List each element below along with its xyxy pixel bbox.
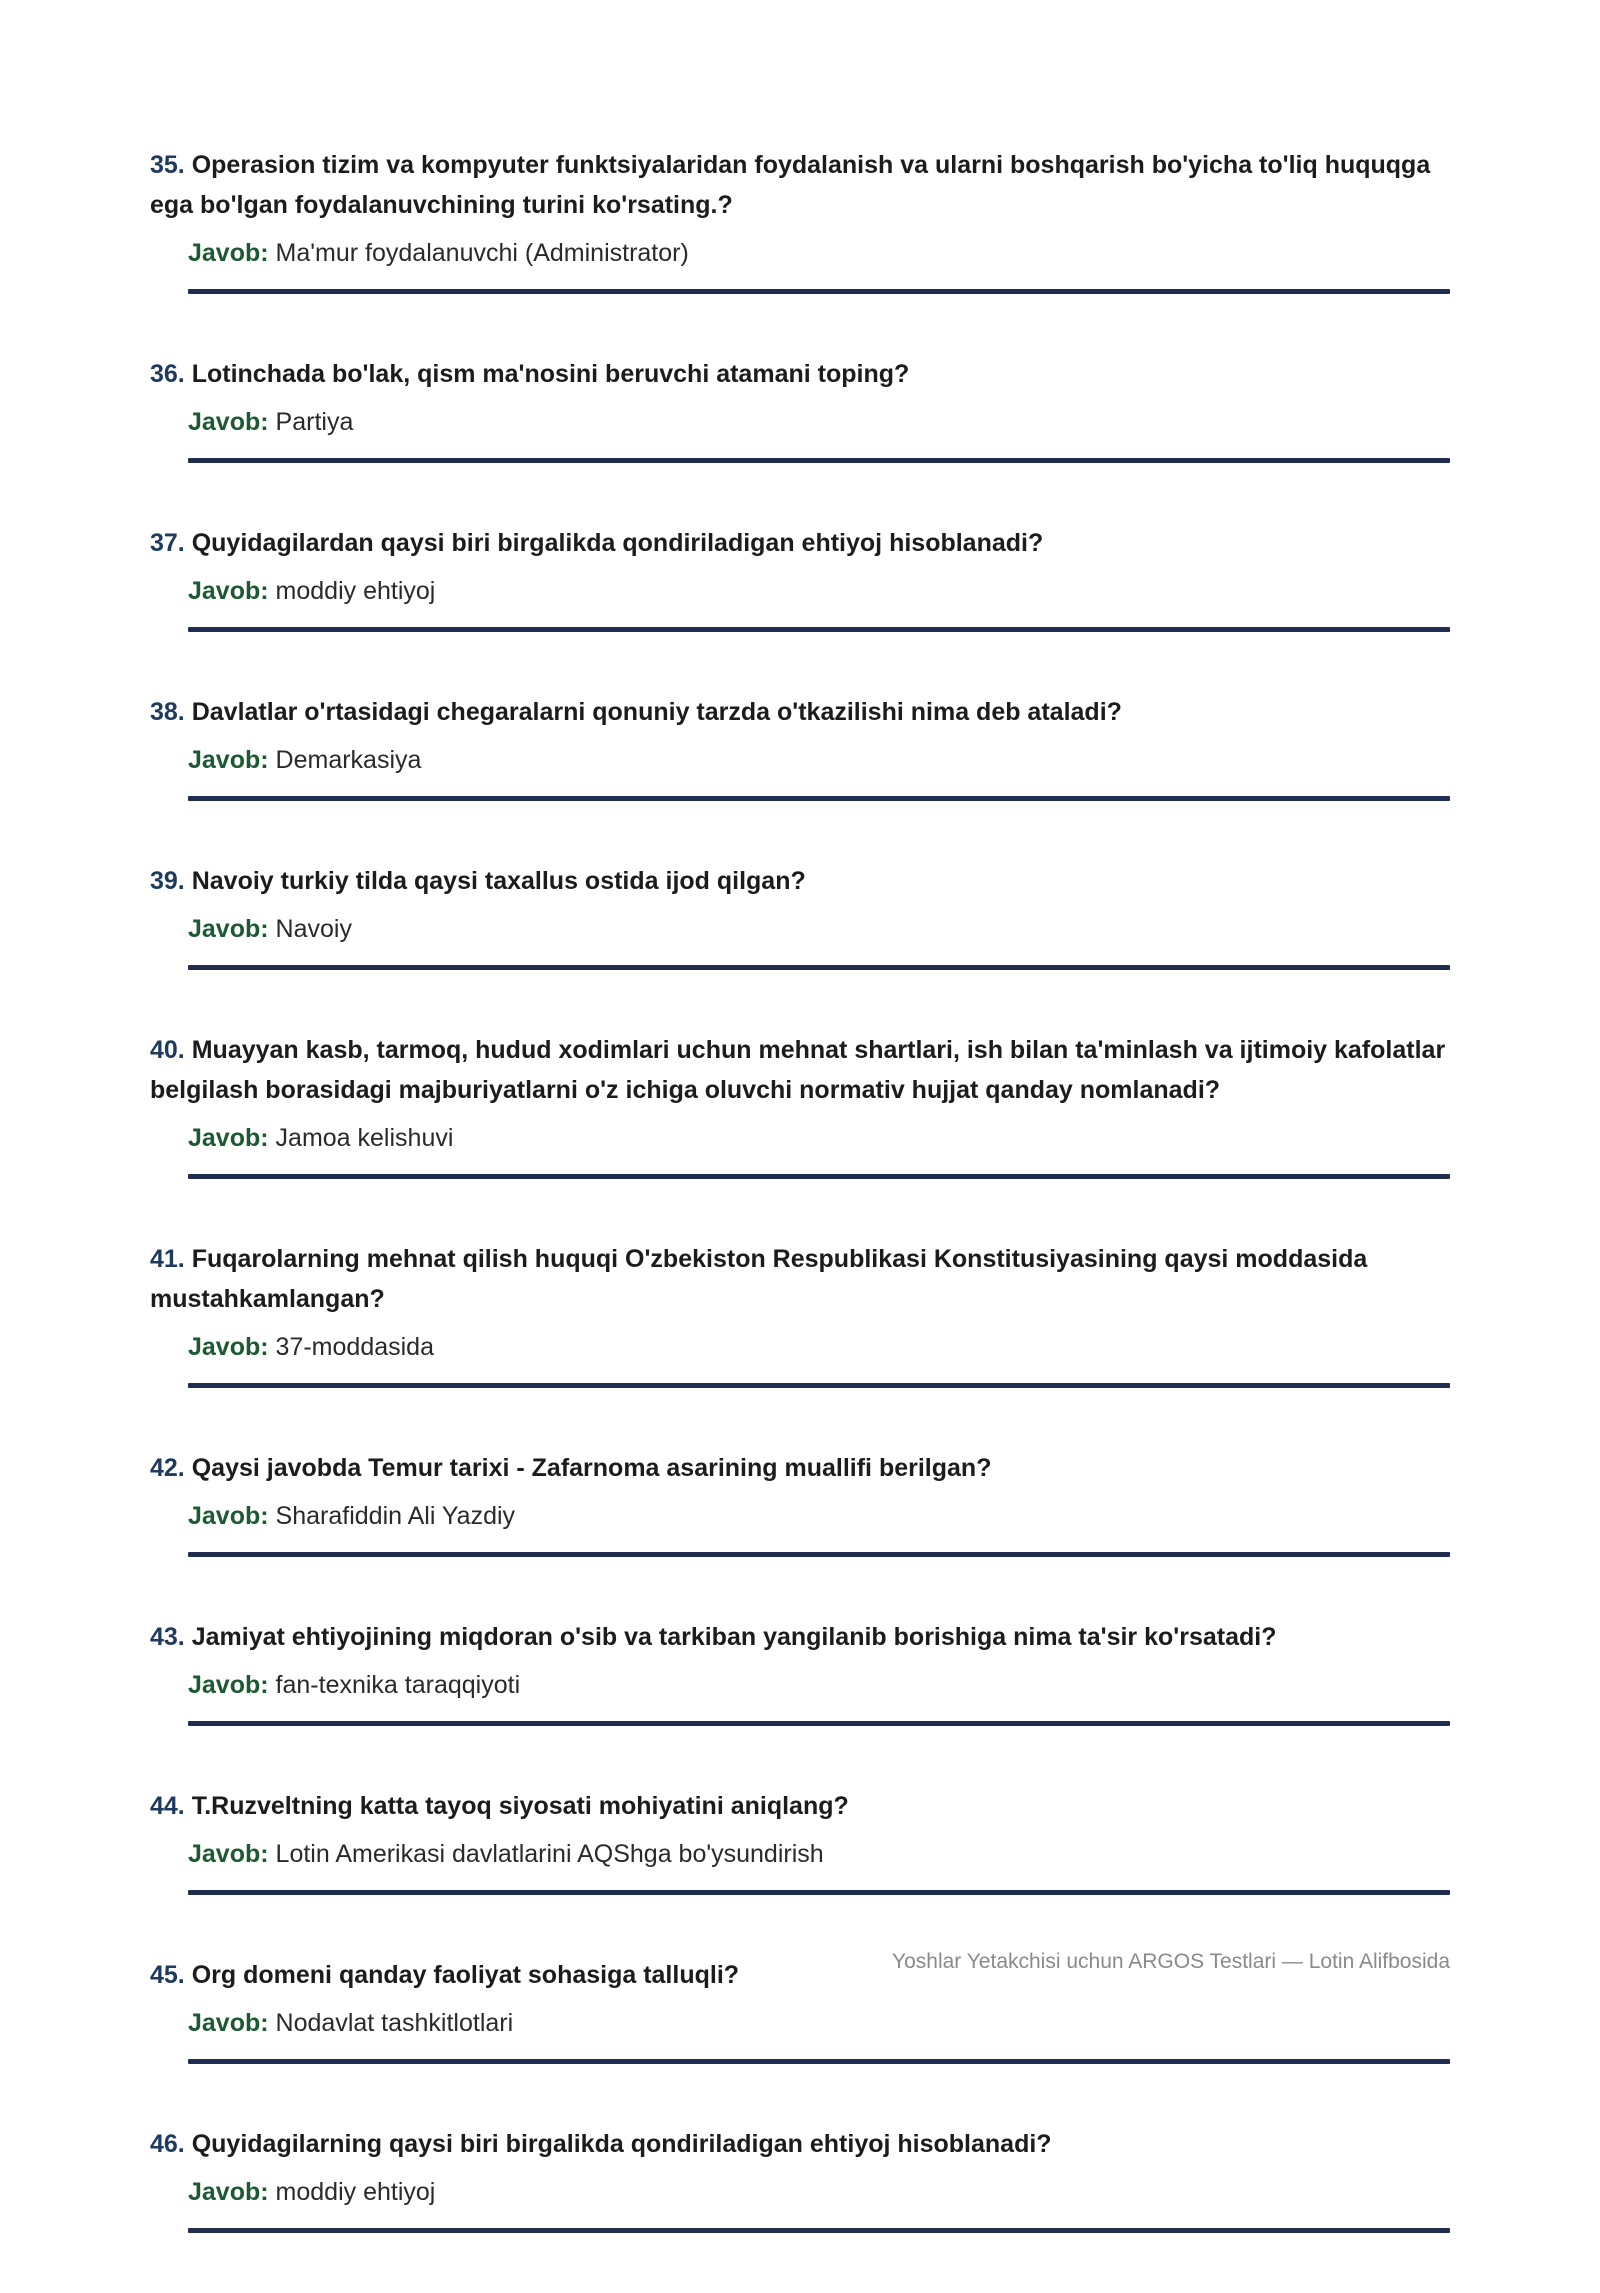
qa-item xyxy=(150,1239,1450,1408)
answer-line xyxy=(188,1498,1450,1534)
question-body: Jamiyat ehtiyojining miqdoran o'sib va tarkiban yangilanib borishiga nima ta'sir ko'rsatadi? xyxy=(191,1623,1277,1651)
qa-item xyxy=(150,523,1450,652)
divider xyxy=(188,1721,1450,1726)
question-text xyxy=(150,1617,1450,1657)
answer-text: Lotin Amerikasi davlatlarini AQShga bo'ysundirish xyxy=(275,1840,824,1868)
answer-text: Jamoa kelishuvi xyxy=(275,1124,454,1152)
answer-label: Javob: xyxy=(188,239,269,267)
question-body: Org domeni qanday faoliyat sohasiga talluqli? xyxy=(191,1961,740,1989)
answer-line xyxy=(188,1120,1450,1156)
answer-line xyxy=(188,573,1450,609)
question-text xyxy=(150,1030,1450,1110)
answer-text: Ma'mur foydalanuvchi (Administrator) xyxy=(275,239,689,267)
question-body: Navoiy turkiy tilda qaysi taxallus ostida ijod qilgan? xyxy=(191,867,806,895)
question-body: T.Ruzveltning katta tayoq siyosati mohiyatini aniqlang? xyxy=(191,1792,849,1820)
qa-item xyxy=(150,1786,1450,1915)
answer-text: moddiy ehtiyoj xyxy=(275,577,436,605)
qa-item xyxy=(150,1448,1450,1577)
qa-item xyxy=(150,1955,1450,2084)
question-text xyxy=(150,1239,1450,1319)
answer-label: Javob: xyxy=(188,577,269,605)
answer-label: Javob: xyxy=(188,1333,269,1361)
divider xyxy=(188,1174,1450,1179)
question-body: Lotinchada bo'lak, qism ma'nosini beruvchi atamani toping? xyxy=(191,360,910,388)
answer-line xyxy=(188,1329,1450,1365)
question-text xyxy=(150,2124,1450,2164)
answer-label: Javob: xyxy=(188,2178,269,2206)
question-number: 43. xyxy=(150,1623,185,1651)
answer-line xyxy=(188,742,1450,778)
answer-line xyxy=(188,235,1450,271)
answer-text: Sharafiddin Ali Yazdiy xyxy=(275,1502,516,1530)
qa-item xyxy=(150,145,1450,314)
answer-label: Javob: xyxy=(188,2009,269,2037)
answer-text: moddiy ehtiyoj xyxy=(275,2178,436,2206)
question-body: Operasion tizim va kompyuter funktsiyalaridan foydalanish va ularni boshqarish bo'yicha to'liq huquqga ega bo'lgan foydalanuvchining turini ko'rsating.? xyxy=(150,151,1431,219)
question-body: Muayyan kasb, tarmoq, hudud xodimlari uchun mehnat shartlari, ish bilan ta'minlash va ijtimoiy kafolatlar belgilash borasidagi majburiyatlarni o'z ichiga oluvchi normativ hujjat qanday nomlanadi? xyxy=(150,1036,1446,1104)
answer-line xyxy=(188,1667,1450,1703)
question-text xyxy=(150,1786,1450,1826)
question-body: Davlatlar o'rtasidagi chegaralarni qonuniy tarzda o'tkazilishi nima deb ataladi? xyxy=(191,698,1122,726)
qa-item xyxy=(150,354,1450,483)
answer-label: Javob: xyxy=(188,1124,269,1152)
question-number: 45. xyxy=(150,1961,185,1989)
question-number: 41. xyxy=(150,1245,185,1273)
divider xyxy=(188,289,1450,294)
qa-item xyxy=(150,2124,1450,2253)
answer-text: Navoiy xyxy=(275,915,352,943)
question-text xyxy=(150,523,1450,563)
question-body: Fuqarolarning mehnat qilish huquqi O'zbekiston Respublikasi Konstitusiyasining qaysi moddasida mustahkamlangan? xyxy=(150,1245,1368,1313)
question-number: 35. xyxy=(150,151,185,179)
answer-label: Javob: xyxy=(188,1671,269,1699)
qa-item xyxy=(150,1030,1450,1199)
page-footer: Yoshlar Yetakchisi uchun ARGOS Testlari — Lotin Alifbosida xyxy=(892,1950,1450,1973)
question-number: 37. xyxy=(150,529,185,557)
answer-label: Javob: xyxy=(188,746,269,774)
question-text xyxy=(150,1448,1450,1488)
answer-line xyxy=(188,2005,1450,2041)
qa-item xyxy=(150,861,1450,990)
qa-item xyxy=(150,1617,1450,1746)
answer-text: Partiya xyxy=(275,408,354,436)
qa-item xyxy=(150,692,1450,821)
divider xyxy=(188,627,1450,632)
question-number: 40. xyxy=(150,1036,185,1064)
divider xyxy=(188,1890,1450,1895)
divider xyxy=(188,2228,1450,2233)
question-body: Quyidagilarning qaysi biri birgalikda qondiriladigan ehtiyoj hisoblanadi? xyxy=(191,2130,1052,2158)
answer-label: Javob: xyxy=(188,1840,269,1868)
divider xyxy=(188,2059,1450,2064)
question-body: Qaysi javobda Temur tarixi - Zafarnoma asarining muallifi berilgan? xyxy=(191,1454,992,1482)
divider xyxy=(188,796,1450,801)
divider xyxy=(188,965,1450,970)
question-text xyxy=(150,692,1450,732)
answer-text: 37-moddasida xyxy=(275,1333,434,1361)
answer-text: fan-texnika taraqqiyoti xyxy=(275,1671,521,1699)
answer-line xyxy=(188,404,1450,440)
answer-label: Javob: xyxy=(188,1502,269,1530)
question-number: 39. xyxy=(150,867,185,895)
answer-line xyxy=(188,2174,1450,2210)
question-text xyxy=(150,861,1450,901)
answer-label: Javob: xyxy=(188,408,269,436)
answer-text: Demarkasiya xyxy=(275,746,422,774)
answer-text: Nodavlat tashkitlotlari xyxy=(275,2009,514,2037)
question-number: 44. xyxy=(150,1792,185,1820)
question-number: 42. xyxy=(150,1454,185,1482)
question-body: Quyidagilardan qaysi biri birgalikda qondiriladigan ehtiyoj hisoblanadi? xyxy=(191,529,1044,557)
answer-line xyxy=(188,911,1450,947)
question-number: 46. xyxy=(150,2130,185,2158)
question-number: 38. xyxy=(150,698,185,726)
divider xyxy=(188,1552,1450,1557)
divider xyxy=(188,458,1450,463)
answer-line xyxy=(188,1836,1450,1872)
answer-label: Javob: xyxy=(188,915,269,943)
question-number: 36. xyxy=(150,360,185,388)
divider xyxy=(188,1383,1450,1388)
question-text xyxy=(150,145,1450,225)
question-text xyxy=(150,354,1450,394)
